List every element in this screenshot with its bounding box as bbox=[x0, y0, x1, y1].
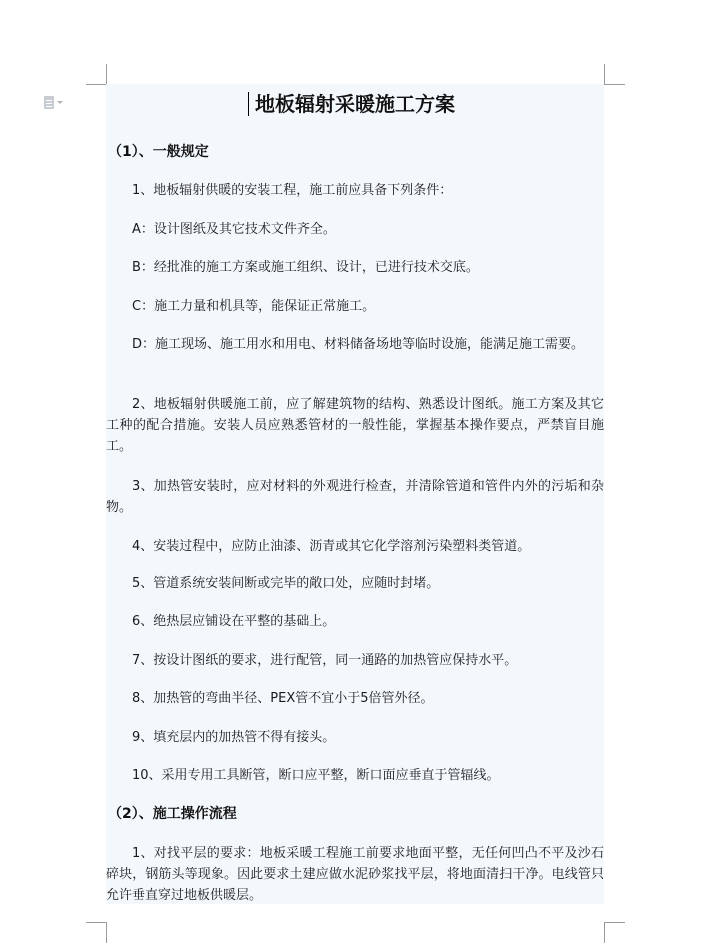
paragraph: D：施工现场、施工用水和用电、材料储备场地等临时设施，能满足施工需要。 bbox=[132, 337, 585, 352]
crop-mark-bottom-right bbox=[604, 922, 625, 943]
paragraph: 2、地板辐射供暖施工前，应了解建筑物的结构、熟悉设计图纸。施工方案及其它工种的配合措施。安装人员应熟悉管材的一般性能，掌握基本操作要点，严禁盲目施工。 bbox=[106, 397, 604, 454]
paragraph: 5、管道系统安装间断或完毕的敞口处，应随时封堵。 bbox=[132, 576, 440, 591]
page-icon bbox=[44, 96, 54, 109]
paragraph: B：经批准的施工方案或施工组织、设计，已进行技术交底。 bbox=[132, 260, 479, 275]
paragraph: 10、采用专用工具断管，断口应平整，断口面应垂直于管辐线。 bbox=[132, 768, 500, 783]
document-title: 地板辐射采暖施工方案 bbox=[255, 92, 455, 116]
section-heading-procedure: （2）、施工操作流程 bbox=[108, 806, 237, 822]
crop-mark-top-left bbox=[86, 64, 107, 85]
paragraph: 3、加热管安装时，应对材料的外观进行检查，并清除管道和管件内外的污垢和杂物。 bbox=[106, 479, 604, 515]
crop-mark-bottom-left bbox=[86, 922, 107, 943]
paragraph: 8、加热管的弯曲半径、PEX管不宜小于5倍管外径。 bbox=[132, 691, 434, 706]
paragraph: C：施工力量和机具等，能保证正常施工。 bbox=[132, 299, 376, 314]
paragraph: 1、地板辐射供暖的安装工程，施工前应具备下列条件： bbox=[132, 183, 453, 198]
paragraph: 6、绝热层应铺设在平整的基础上。 bbox=[132, 614, 336, 629]
paragraph: A：设计图纸及其它技术文件齐全。 bbox=[132, 222, 336, 237]
crop-mark-top-right bbox=[604, 64, 625, 85]
paragraph: 4、安装过程中，应防止油漆、沥青或其它化学溶剂污染塑料类管道。 bbox=[132, 539, 531, 554]
paragraph: 9、填充层内的加热管不得有接头。 bbox=[132, 730, 336, 745]
section-heading-general: （1）、一般规定 bbox=[108, 144, 209, 160]
chevron-down-icon bbox=[57, 101, 63, 104]
document-options-icon[interactable] bbox=[44, 95, 70, 109]
paragraph: 1、对找平层的要求：地板采暖工程施工前要求地面平整，无任何凹凸不平及沙石碎块，钢筋头等现象。因此要求土建应做水泥砂浆找平层，将地面清扫干净。电线管只允许垂直穿过地板供暖层。 bbox=[106, 846, 604, 903]
paragraph: 7、按设计图纸的要求，进行配管，同一通路的加热管应保持水平。 bbox=[132, 653, 518, 668]
